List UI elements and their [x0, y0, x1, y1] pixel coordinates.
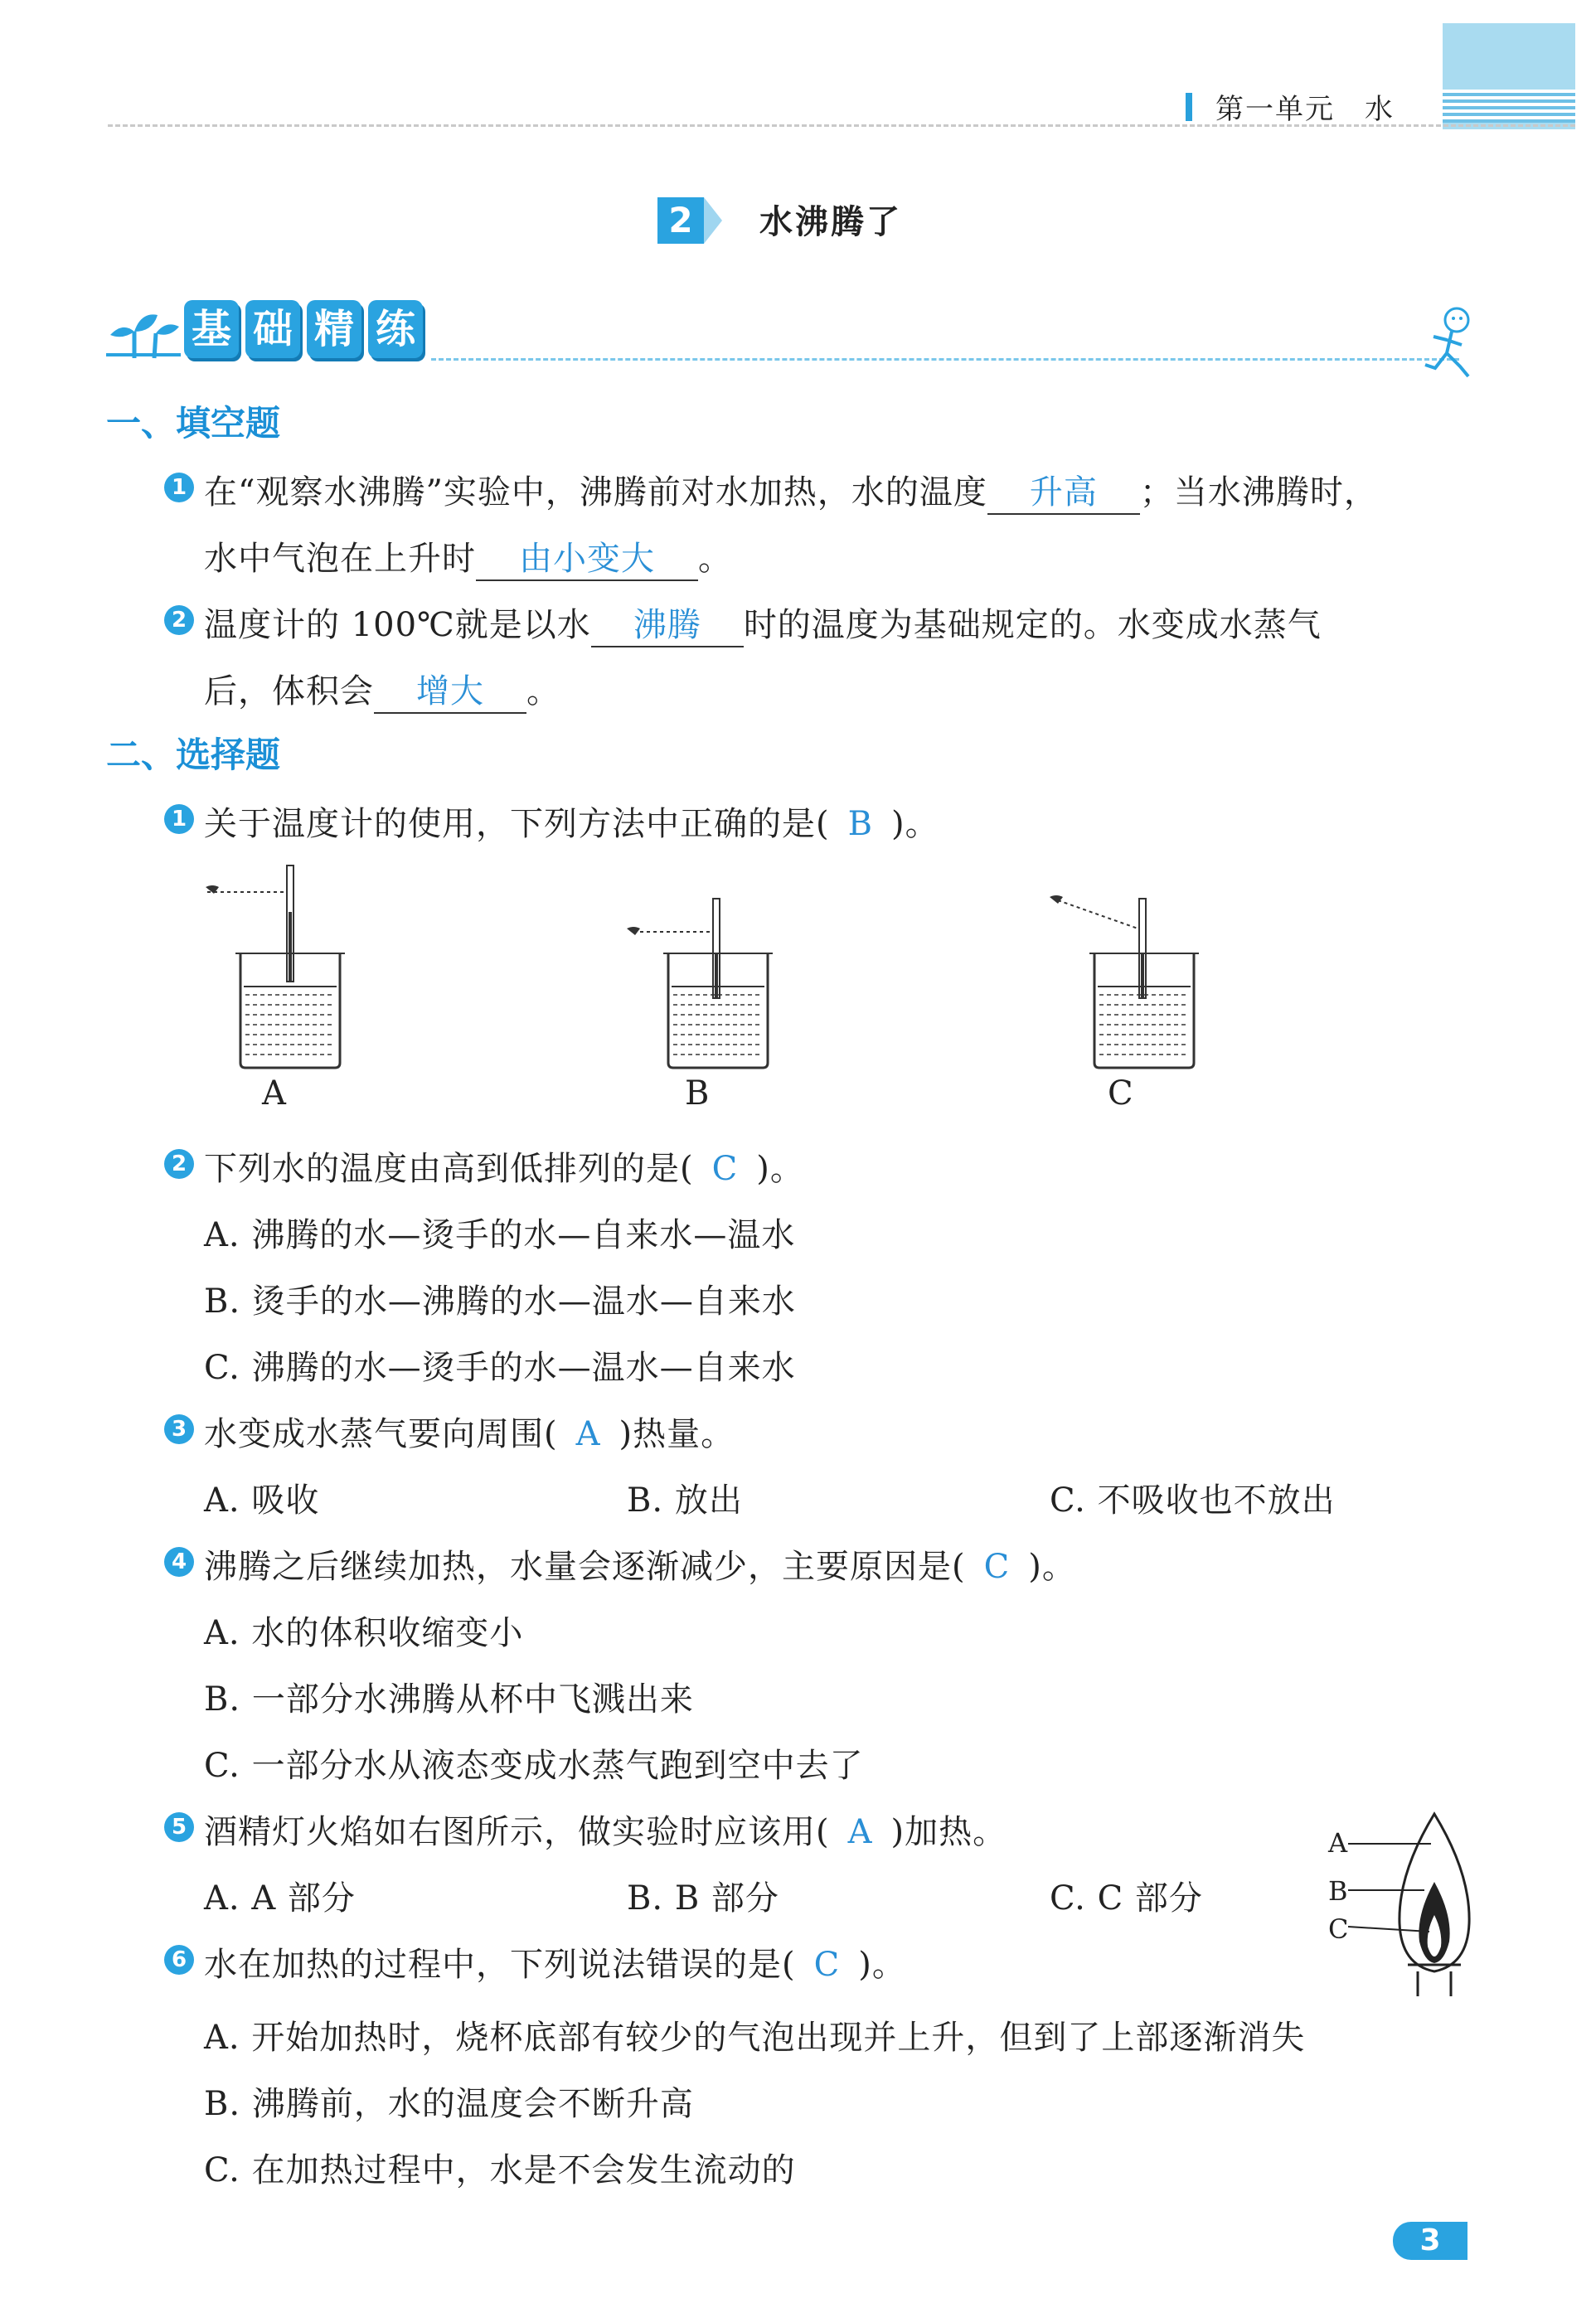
choice-q1-stem: 关于温度计的使用，下列方法中正确的是( B )。	[204, 805, 939, 843]
answer-blank: 升高	[987, 466, 1140, 515]
choice-option: B. B 部分	[627, 1879, 779, 1918]
lesson-number-arrow	[704, 197, 722, 244]
choice-option: A. 水的体积收缩变小	[204, 1614, 524, 1652]
question-badge: 2	[164, 605, 194, 635]
page-number: 3	[1393, 2222, 1467, 2260]
choice-option: C. 不吸收也不放出	[1050, 1481, 1336, 1520]
answer-letter: C	[711, 1150, 739, 1188]
choice-option: C. C 部分	[1050, 1879, 1203, 1918]
banner-char-2: 础	[245, 300, 300, 358]
choice-q6-stem: 水在加热的过程中，下列说法错误的是( C )。	[204, 1946, 906, 1984]
sprout-icon	[106, 303, 181, 361]
answer-letter: A	[575, 1415, 601, 1453]
choice-option: A. A 部分	[204, 1879, 356, 1918]
banner-divider	[431, 358, 1459, 361]
fill-q2-line2: 后，体积会 增大 。	[204, 665, 560, 714]
flame-label: C	[1328, 1913, 1349, 1945]
choice-option: C. 在加热过程中，水是不会发生流动的	[204, 2151, 796, 2189]
answer-letter: C	[813, 1946, 841, 1984]
fill-q1-line2: 水中气泡在上升时 由小变大 。	[204, 532, 732, 581]
beaker-figure-a	[199, 862, 365, 1078]
choice-q4-stem: 沸腾之后继续加热，水量会逐渐减少，主要原因是( C )。	[204, 1548, 1076, 1586]
question-badge: 4	[164, 1547, 194, 1577]
choice-option: B. 一部分水沸腾从杯中飞溅出来	[204, 1680, 694, 1719]
answer-letter: A	[847, 1813, 873, 1851]
flame-label: B	[1328, 1875, 1348, 1907]
unit-title: 第一单元 水	[1215, 93, 1395, 126]
choice-option: A. 沸腾的水—烫手的水—自来水—温水	[204, 1216, 796, 1254]
answer-blank: 由小变大	[476, 532, 698, 581]
choice-q5-stem: 酒精灯火焰如右图所示，做实验时应该用( A )加热。	[204, 1813, 1007, 1851]
option-label: A	[262, 1074, 286, 1113]
answer-letter: B	[847, 805, 874, 843]
choice-option: C. 一部分水从液态变成水蒸气跑到空中去了	[204, 1747, 864, 1785]
question-badge: 1	[164, 804, 194, 834]
question-badge: 2	[164, 1149, 194, 1179]
choice-option: C. 沸腾的水—烫手的水—温水—自来水	[204, 1349, 796, 1387]
question-badge: 6	[164, 1945, 194, 1975]
choice-option: A. 吸收	[204, 1481, 320, 1520]
header-stripes	[1443, 90, 1575, 123]
choice-q3-stem: 水变成水蒸气要向周围( A )热量。	[204, 1415, 735, 1453]
running-kid-icon	[1414, 305, 1480, 380]
question-badge: 3	[164, 1414, 194, 1444]
question-badge: 1	[164, 473, 194, 502]
banner-char-4: 练	[368, 300, 423, 358]
lesson-title: 水沸腾了	[759, 203, 902, 241]
banner-char-1: 基	[184, 300, 239, 358]
fill-q2-line1: 温度计的 100℃就是以水 沸腾 时的温度为基础规定的。水变成水蒸气	[204, 599, 1322, 647]
option-label: B	[685, 1074, 710, 1113]
flame-label: A	[1328, 1827, 1348, 1859]
section-heading-multiple-choice: 二、选择题	[106, 735, 281, 775]
section-heading-fill-blank: 一、填空题	[106, 403, 281, 444]
header-divider	[108, 124, 1575, 127]
beaker-figure-b	[622, 895, 788, 1078]
header-marker	[1186, 93, 1192, 121]
choice-option: B. 放出	[627, 1481, 743, 1520]
choice-option: B. 沸腾前，水的温度会不断升高	[204, 2085, 694, 2123]
question-badge: 5	[164, 1812, 194, 1842]
lesson-number: 2	[657, 197, 704, 244]
choice-option: A. 开始加热时，烧杯底部有较少的气泡出现并上升，但到了上部逐渐消失	[204, 2019, 1306, 2057]
answer-blank: 沸腾	[591, 599, 744, 647]
banner-char-3: 精	[307, 300, 361, 358]
answer-blank: 增大	[374, 665, 526, 714]
choice-q2-stem: 下列水的温度由高到低排列的是( C )。	[204, 1150, 804, 1188]
choice-option: B. 烫手的水—沸腾的水—温水—自来水	[204, 1282, 796, 1321]
option-label: C	[1108, 1074, 1133, 1113]
beaker-figure-c	[1045, 887, 1210, 1078]
answer-letter: C	[983, 1548, 1011, 1586]
fill-q1-line1: 在“观察水沸腾”实验中，沸腾前对水加热，水的温度 升高 ；当水沸腾时，	[204, 466, 1378, 515]
